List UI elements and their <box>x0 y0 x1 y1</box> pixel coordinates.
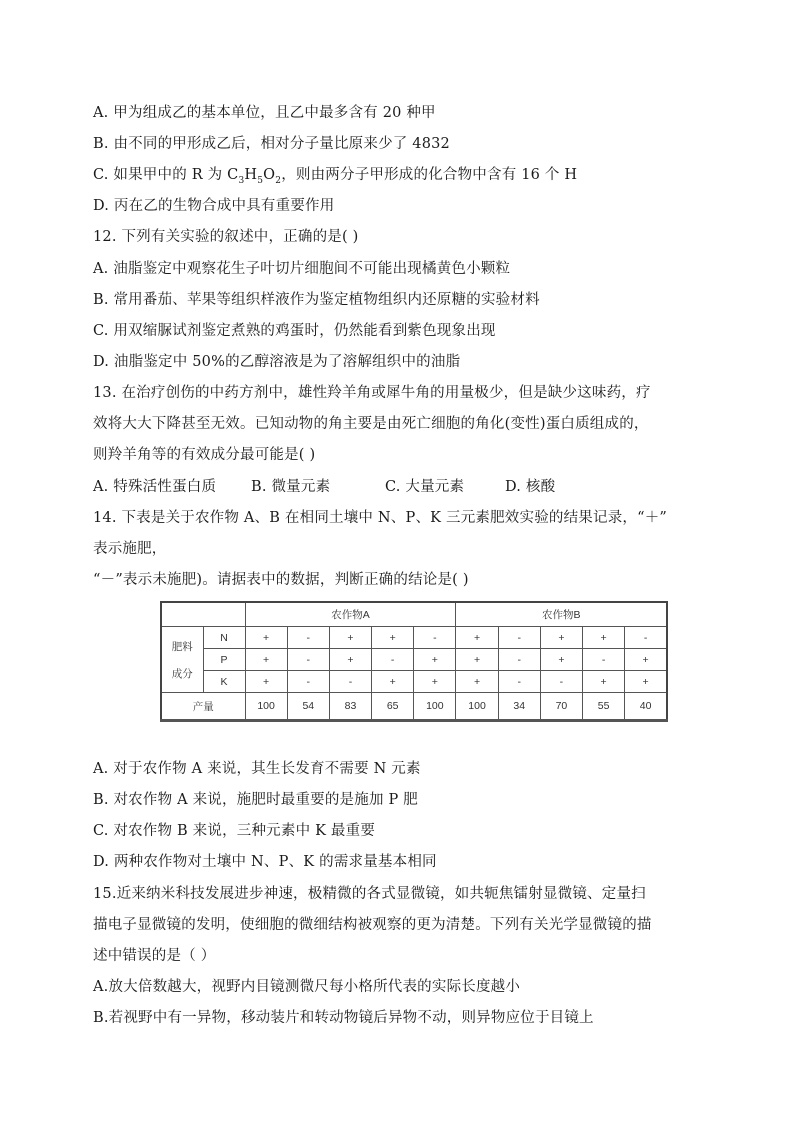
cell: + <box>414 649 456 671</box>
table-row <box>161 627 667 649</box>
cell: + <box>456 627 498 649</box>
yield-cell: 40 <box>625 693 667 721</box>
cell: + <box>540 627 582 649</box>
cell: + <box>245 649 287 671</box>
q13-stem-line3: 则羚羊角等的有效成分最可能是( ) <box>93 447 316 463</box>
cell: + <box>625 649 667 671</box>
q13-options <box>93 475 555 496</box>
cell: - <box>372 649 414 671</box>
cell: - <box>583 649 625 671</box>
yield-label: 产量 <box>161 693 245 721</box>
cell: + <box>329 627 371 649</box>
cell: + <box>625 671 667 693</box>
q14-option-c: C. 对农作物 B 来说，三种元素中 K 最重要 <box>93 823 376 839</box>
q12-option-c: C. 用双缩脲试剂鉴定煮熟的鸡蛋时，仍然能看到紫色现象出现 <box>93 323 496 339</box>
q11-c-mid2: O <box>263 167 276 183</box>
cell: + <box>245 671 287 693</box>
q15-stem-line3: 述中错误的是（ ） <box>93 948 216 964</box>
yield-cell: 83 <box>329 693 371 721</box>
cell: - <box>540 671 582 693</box>
table-row <box>161 649 667 671</box>
yield-cell: 100 <box>245 693 287 721</box>
q11-option-c <box>93 163 577 184</box>
q12-option-a: A. 油脂鉴定中观察花生子叶切片细胞间不可能出现橘黄色小颗粒 <box>93 261 511 277</box>
q11-c-mid1: H <box>244 167 258 183</box>
yield-cell: 100 <box>414 693 456 721</box>
q12-stem: 12. 下列有关实验的叙述中，正确的是( ) <box>93 229 359 245</box>
cell: + <box>329 649 371 671</box>
cell: + <box>583 627 625 649</box>
yield-cell: 100 <box>456 693 498 721</box>
element-k: K <box>203 671 245 693</box>
table-row <box>161 671 667 693</box>
cell: - <box>414 627 456 649</box>
fertilizer-label <box>161 627 203 693</box>
q13-stem-line2: 效将大大下降甚至无效。已知动物的角主要是由死亡细胞的角化(变性)蛋白质组成的， <box>93 416 649 432</box>
q14-stem-line1: 14. 下表是关于农作物 A、B 在相同土壤中 N、P、K 三元素肥效实验的结果记录，“＋” <box>93 510 668 526</box>
q11-option-a: A. 甲为组成乙的基本单位，且乙中最多含有 20 种甲 <box>93 105 436 121</box>
fertilizer-label-line2: 成分 <box>171 667 193 680</box>
cell: - <box>498 649 540 671</box>
cell: - <box>287 627 329 649</box>
cell: + <box>414 671 456 693</box>
q13-option-d: D. 核酸 <box>505 479 556 495</box>
yield-cell: 65 <box>372 693 414 721</box>
q14-option-d: D. 两种农作物对土壤中 N、P、K 的需求量基本相同 <box>93 854 437 870</box>
q13-option-c: C. 大量元素 <box>385 479 465 495</box>
cell: + <box>540 649 582 671</box>
q11-option-d: D. 丙在乙的生物合成中具有重要作用 <box>93 198 335 214</box>
cell: - <box>625 627 667 649</box>
q15-stem-line1: 15.近来纳米科技发展进步神速，极精微的各式显微镜，如共轭焦镭射显微镜、定量扫 <box>93 886 646 902</box>
q14-option-a: A. 对于农作物 A 来说，其生长发育不需要 N 元素 <box>93 761 421 777</box>
q13-stem-line1: 13. 在治疗创伤的中药方剂中，雄性羚羊角或犀牛角的用量极少，但是缺少这味药，疗 <box>93 385 651 401</box>
cell: + <box>245 627 287 649</box>
yield-cell: 55 <box>583 693 625 721</box>
cell: + <box>372 627 414 649</box>
q15-option-a: A.放大倍数越大，视野内目镜测微尺每小格所代表的实际长度越小 <box>93 979 521 995</box>
cell: - <box>498 671 540 693</box>
q14-stem-line3: “－”表示未施肥)。请据表中的数据，判断正确的结论是( ) <box>93 572 469 588</box>
table-corner <box>161 602 245 627</box>
yield-cell: 70 <box>540 693 582 721</box>
yield-cell: 34 <box>498 693 540 721</box>
q11-c-sub1: 3 <box>238 175 245 186</box>
q12-option-d: D. 油脂鉴定中 50%的乙醇溶液是为了溶解组织中的油脂 <box>93 354 461 370</box>
q11-option-b: B. 由不同的甲形成乙后，相对分子量比原来少了 4832 <box>93 136 450 152</box>
yield-cell: 54 <box>287 693 329 721</box>
q11-c-sub3: 2 <box>275 175 282 186</box>
cell: - <box>498 627 540 649</box>
element-n: N <box>203 627 245 649</box>
crop-a-header: 农作物A <box>245 602 456 627</box>
q15-option-b: B.若视野中有一异物，移动装片和转动物镜后异物不动，则异物应位于目镜上 <box>93 1010 594 1026</box>
cell: + <box>456 671 498 693</box>
q11-c-post: ，则由两分子甲形成的化合物中含有 16 个 H <box>281 167 578 183</box>
q14-option-b: B. 对农作物 A 来说，施肥时最重要的是施加 P 肥 <box>93 792 418 808</box>
cell: + <box>372 671 414 693</box>
crop-b-header: 农作物B <box>456 602 667 627</box>
table-row <box>161 693 667 721</box>
element-p: P <box>203 649 245 671</box>
q14-stem-line2: 表示施肥， <box>93 541 167 557</box>
cell: - <box>287 671 329 693</box>
q11-c-sub2: 5 <box>257 175 264 186</box>
q11-c-pre: C. 如果甲中的 R 为 C <box>93 167 239 183</box>
q15-stem-line2: 描电子显微镜的发明，使细胞的微细结构被观察的更为清楚。下列有关光学显微镜的描 <box>93 917 652 933</box>
q13-option-b: B. 微量元素 <box>251 479 331 495</box>
cell: + <box>583 671 625 693</box>
q13-option-a: A. 特殊活性蛋白质 <box>93 479 217 495</box>
cell: + <box>456 649 498 671</box>
fertilizer-table <box>160 601 668 722</box>
q12-option-b: B. 常用番茄、苹果等组织样液作为鉴定植物组织内还原糖的实验材料 <box>93 292 540 308</box>
fertilizer-label-line1: 肥料 <box>171 640 193 653</box>
cell: - <box>287 649 329 671</box>
cell: - <box>329 671 371 693</box>
